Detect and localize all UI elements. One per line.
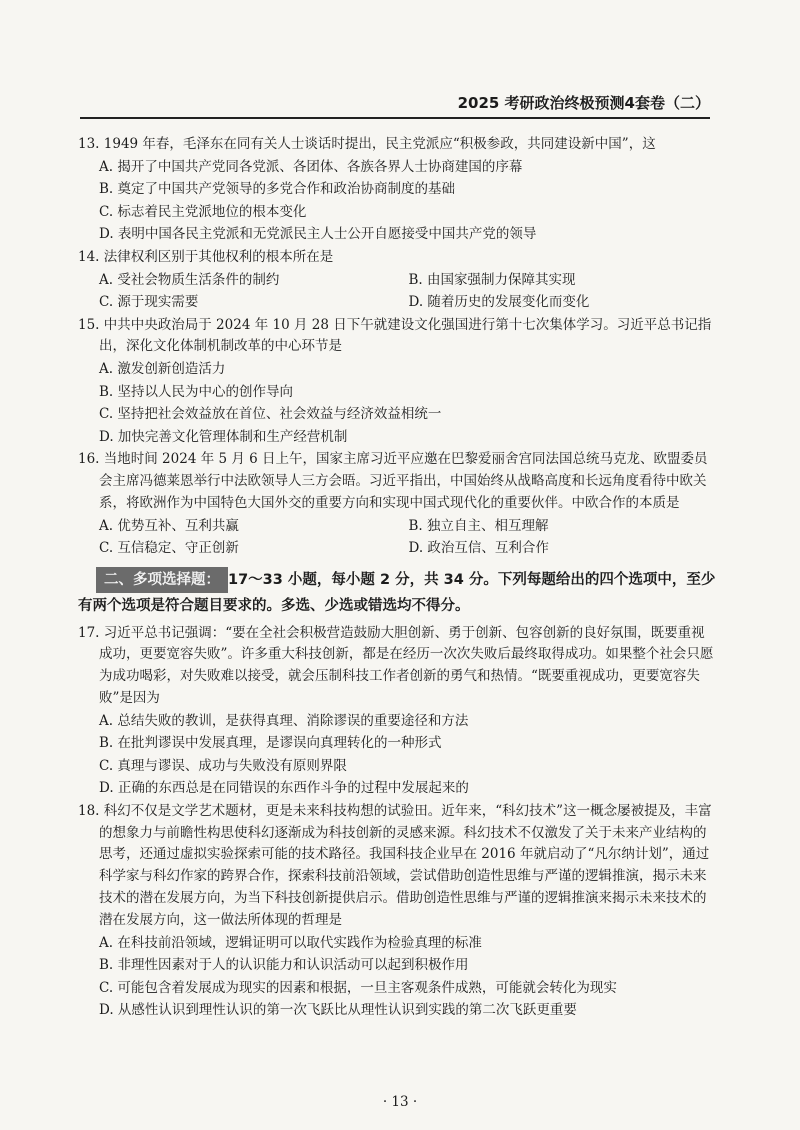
page-number: · 13 · [382,1094,418,1110]
option-list [78,358,718,448]
option-c: C. 源于现实需要 [99,294,199,311]
question-stem: 14. 法律权利区别于其他权利的根本所在是 [78,248,334,265]
question-14 [78,247,718,314]
page-footer [0,1094,800,1110]
option-d: D. 随着历史的发展变化而变化 [408,294,590,311]
question-stem: 17. 习近平总书记强调：“要在全社会积极营造鼓励大胆创新、勇于创新、包容创新的良好氛围，既要重视成功，更要宽容失败”。许多重大科技创新，都是在经历一次次失败后最终取得成功。如果整个社会只愿为成功喝彩，对失败难以接受，就会压制科技工作者创新的勇气和热情。“既要重视成功，更要宽容失败”是因为 [78,624,714,706]
option-list [78,710,718,800]
option-d: D. 加快完善文化管理体制和生产经营机制 [99,428,348,445]
page-header [80,92,710,119]
question-15 [78,315,718,449]
question-18 [78,801,718,1022]
question-stem: 13. 1949 年春，毛泽东在同有关人士谈话时提出，民主党派应“积极参政，共同建设新中国”，这 [78,136,656,152]
option-d: D. 表明中国各民主党派和无党派民主人士公开自愿接受中国共产党的领导 [99,226,537,243]
option-b: B. 坚持以人民为中心的创作导向 [99,383,294,400]
question-16 [78,449,718,559]
option-list [78,269,718,314]
option-d: D. 从感性认识到理性认识的第一次飞跃比从理性认识到实践的第二次飞跃更重要 [99,1002,577,1019]
option-b: B. 独立自主、相互理解 [408,517,549,534]
question-stem: 16. 当地时间 2024 年 5 月 6 日上午，国家主席习近平应邀在巴黎爱丽舍宫同法国总统马克龙、欧盟委员会主席冯德莱恩举行中法欧领导人三方会晤。习近平指出，中国始终从战略高度和长远角度看待中欧关系，将欧洲作为中国特色大国外交的重要方向和实现中国式现代化的重要伙伴。中欧合作的本质是 [78,451,708,511]
option-b: B. 由国家强制力保障其实现 [408,271,576,288]
option-c: C. 坚持把社会效益放在首位、社会效益与经济效益相统一 [99,406,442,423]
option-a: A. 激发创新创造活力 [99,361,226,378]
question-17 [78,623,718,800]
option-c: C. 标志着民主党派地位的根本变化 [99,203,307,220]
question-stem: 18. 科幻不仅是文学艺术题材，更是未来科技构想的试验田。近年来，“科幻技术”这一概念屡被提及，丰富的想象力与前瞻性构思使科幻逐渐成为科技创新的灵感来源。科幻技术不仅激发了关于未来产业结构的思考，还通过虚拟实验探索可能的技术路径。我国科技企业早在 2016 年就启动了“凡尔纳计划”，通过科学家与科幻作家的跨界合作，探索科技前沿领域，尝试借助创造性思维与严谨的逻辑推演，揭示未来技术的潜在发展方向，为当下科技创新提供启示。借助创造性思维与严谨的逻辑推演来揭示未来技术的潜在发展方向，这一做法所体现的哲理是 [78,802,712,928]
question-13 [78,134,718,246]
option-c: C. 真理与谬误、成功与失败没有原则界限 [99,757,347,774]
option-b: B. 奠定了中国共产党领导的多党合作和政治协商制度的基础 [99,181,456,198]
option-b: B. 在批判谬误中发展真理，是谬误向真理转化的一种形式 [99,735,442,752]
option-list [78,156,718,246]
section-header [78,567,718,619]
option-list [78,515,718,560]
option-d: D. 正确的东西总是在同错误的东西作斗争的过程中发展起来的 [99,780,469,797]
page-content [78,134,718,1022]
option-a: A. 在科技前沿领域，逻辑证明可以取代实践作为检验真理的标准 [99,934,482,951]
option-c: C. 互信稳定、守正创新 [99,540,239,557]
option-a: A. 优势互补、互利共赢 [99,517,239,534]
option-b: B. 非理性因素对于人的认识能力和认识活动可以起到积极作用 [99,957,469,974]
section-instructions: 17～33 小题，每小题 2 分，共 34 分。下列每题给出的四个选项中，至少有两个选项是符合题目要求的。多选、少选或错选均不得分。 [78,571,716,614]
option-d: D. 政治互信、互利合作 [408,540,549,557]
option-c: C. 可能包含着发展成为现实的因素和根据，一旦主客观条件成熟，可能就会转化为现实 [99,979,617,996]
option-list [78,932,718,1022]
question-stem: 15. 中共中央政治局于 2024 年 10 月 28 日下午就建设文化强国进行第十七次集体学习。习近平总书记指出，深化文化体制机制改革的中心环节是 [78,316,712,355]
option-a: A. 总结失败的教训，是获得真理、消除谬误的重要途径和方法 [99,712,469,729]
section-title: 二、多项选择题： [96,567,228,593]
option-a: A. 揭开了中国共产党同各党派、各团体、各族各界人士协商建国的序幕 [99,158,523,175]
header-title: 2025 考研政治终极预测4套卷（二） [457,94,710,112]
option-a: A. 受社会物质生活条件的制约 [99,271,280,288]
